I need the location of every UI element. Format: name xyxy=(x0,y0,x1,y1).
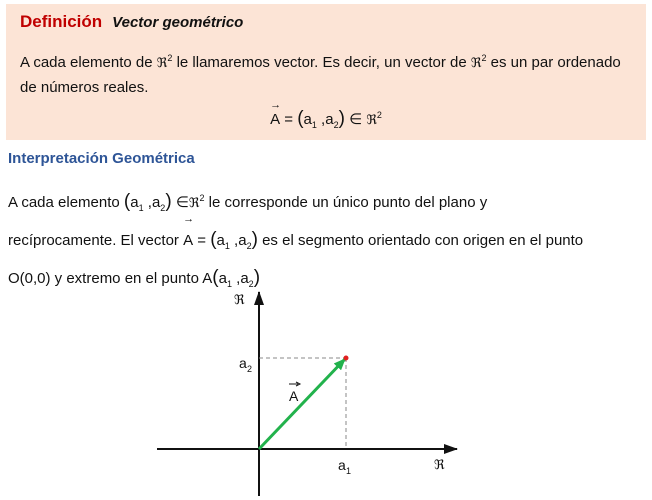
element-of: ∈ xyxy=(175,194,189,211)
point-a xyxy=(344,356,349,361)
open-paren: ( xyxy=(212,267,219,288)
def-text-b: le llamaremos vector. Es decir, un vector de xyxy=(176,54,467,71)
y-tick-label: a xyxy=(239,355,247,371)
component-2-sub: 2 xyxy=(333,120,339,130)
reals-exponent: 2 xyxy=(167,53,173,63)
component-1-sub: 1 xyxy=(311,120,317,130)
y-axis-label: ℜ xyxy=(234,293,245,308)
x-tick-label: a xyxy=(338,457,346,473)
vector-label: A xyxy=(289,388,299,404)
definition-formula: → $A = (a_1$ $,a_2$) ∈ ℜ$^2$ xyxy=(6,108,646,130)
close-paren: ) xyxy=(338,108,345,129)
equals-sign: = xyxy=(284,111,294,128)
element-of: ∈ xyxy=(349,111,363,128)
component-2-sub: 2 xyxy=(246,241,252,251)
component-1: a xyxy=(130,194,139,211)
vector-a-arrow xyxy=(259,359,345,449)
component-2: a xyxy=(238,232,247,249)
vector-symbol: → A xyxy=(270,111,280,128)
component-2-sub: 2 xyxy=(160,203,166,213)
component-2: a xyxy=(325,111,334,128)
line2-a: recíprocamente. El vector xyxy=(8,232,179,249)
component-1-sub: 1 xyxy=(224,241,230,251)
x-axis-label: ℜ xyxy=(434,458,445,473)
definition-title: Definición xyxy=(20,12,103,31)
open-paren: ( xyxy=(297,108,304,129)
line1-b: le corresponde un único punto del plano y xyxy=(208,194,488,211)
interp-line-2: recíprocamente. El vector → $A = (a_1$ $,a_2$) es el segmento orientado con origen en el punto xyxy=(8,224,648,262)
reals-symbol: ℜ xyxy=(188,196,200,211)
definition-subtitle: Vector geométrico xyxy=(112,14,244,31)
reals-symbol: ℜ xyxy=(470,56,482,71)
line3-a: O(0,0) y extremo en el punto xyxy=(8,270,199,287)
interp-line-1: A cada elemento ($a_1$ $,a_2$) ∈ℜ$^2$ le corresponde un único punto del plano y xyxy=(8,191,488,213)
interp-line-3: O(0,0) y extremo en el punto $A(a_1$ $,a_2$) xyxy=(8,267,261,289)
component-1: a xyxy=(216,232,225,249)
open-paren: ( xyxy=(210,229,217,250)
def-text-a: A cada elemento de xyxy=(20,54,153,71)
close-paren: ) xyxy=(165,191,172,212)
component-1-sub: 1 xyxy=(226,279,232,289)
component-2: a xyxy=(240,270,249,287)
open-paren: ( xyxy=(123,191,131,212)
point-name: A xyxy=(202,270,213,287)
reals-symbol: ℜ xyxy=(366,113,377,128)
component-1-sub: 1 xyxy=(138,203,144,213)
reals-exponent: 2 xyxy=(376,110,382,120)
close-paren: ) xyxy=(251,229,258,250)
line1-a: A cada elemento xyxy=(8,194,120,211)
vector-symbol: → A xyxy=(183,225,193,256)
section-title: Interpretación Geométrica xyxy=(8,150,195,167)
equals-sign: = xyxy=(197,232,207,249)
line2-b: es el segmento orientado con origen en el punto xyxy=(262,232,584,249)
def-text-c: es un par ordenado de números reales. xyxy=(20,54,621,96)
reals-exponent: 2 xyxy=(199,193,205,203)
component-2: a xyxy=(151,194,161,211)
component-2-sub: 2 xyxy=(248,279,254,289)
close-paren: ) xyxy=(253,267,261,288)
x-tick-sub: 1 xyxy=(346,466,352,476)
component-1: a xyxy=(218,270,227,287)
reals-exponent: 2 xyxy=(481,53,487,63)
reals-symbol: ℜ xyxy=(156,56,168,71)
y-tick-sub: 2 xyxy=(247,364,253,374)
component-1: a xyxy=(303,111,312,128)
